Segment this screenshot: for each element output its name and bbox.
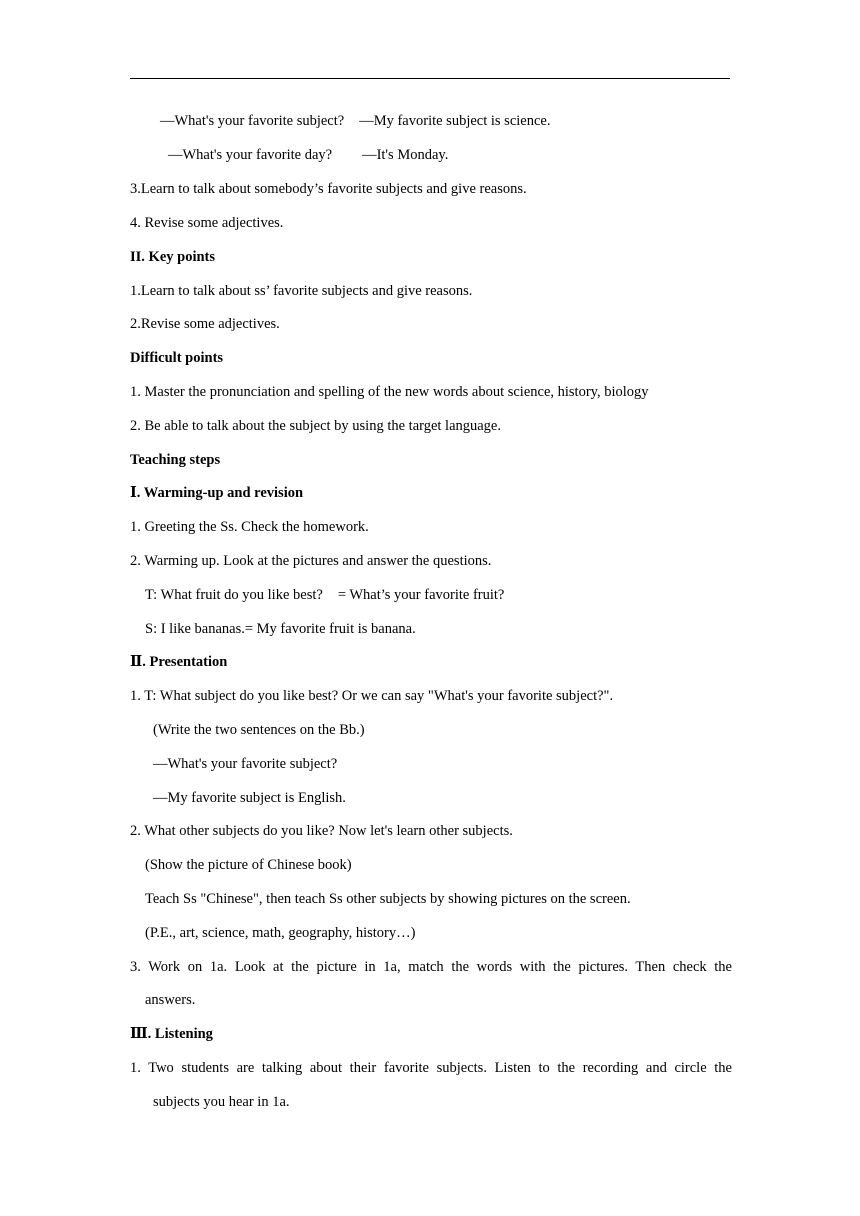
listening-1-continued: subjects you hear in 1a. <box>153 1094 290 1110</box>
dialog-answer: —It's Monday. <box>362 147 449 163</box>
step-heading-presentation: Ⅱ. Presentation <box>130 654 228 670</box>
step-heading-listening: Ⅲ. Listening <box>130 1026 213 1042</box>
section-heading-key-points: II. Key points <box>130 249 216 265</box>
board-sentence-answer: —My favorite subject is English. <box>153 790 346 806</box>
dialog-question: —What's your favorite day? <box>168 147 333 163</box>
teacher-line: T: What fruit do you like best? <box>145 587 323 603</box>
presentation-note: (Write the two sentences on the Bb.) <box>153 722 365 738</box>
board-sentence-question: —What's your favorite subject? <box>153 756 338 772</box>
presentation-teach-subjects: Teach Ss "Chinese", then teach Ss other subjects by showing pictures on the screen. <box>145 891 631 907</box>
key-point-1: 1.Learn to talk about ss’ favorite subjects and give reasons. <box>130 283 473 299</box>
section-heading-teaching-steps: Teaching steps <box>130 452 221 468</box>
step-2-warming-up: 2. Warming up. Look at the pictures and answer the questions. <box>130 553 492 569</box>
presentation-note-picture: (Show the picture of Chinese book) <box>145 857 352 873</box>
teacher-line-alt: = What’s your favorite fruit? <box>337 587 505 603</box>
presentation-2: 2. What other subjects do you like? Now let's learn other subjects. <box>130 823 513 839</box>
step-1-greeting: 1. Greeting the Ss. Check the homework. <box>130 519 369 535</box>
dialog-line-subject <box>160 112 550 130</box>
dialog-line-fruit <box>145 586 504 604</box>
presentation-3-continued: answers. <box>145 992 196 1008</box>
difficult-point-2: 2. Be able to talk about the subject by using the target language. <box>130 418 501 434</box>
presentation-subject-list: (P.E., art, science, math, geography, history…) <box>145 925 416 941</box>
presentation-3: 3. Work on 1a. Look at the picture in 1a, match the words with the pictures. Then check the <box>130 959 732 975</box>
dialog-answer: —My favorite subject is science. <box>359 113 551 129</box>
dialog-question: —What's your favorite subject? <box>160 113 345 129</box>
header-rule <box>130 78 730 79</box>
listening-1: 1. Two students are talking about their favorite subjects. Listen to the recording and circle the <box>130 1060 732 1076</box>
difficult-point-1: 1. Master the pronunciation and spelling of the new words about science, history, biology <box>130 384 649 400</box>
dialog-line-day <box>168 146 448 164</box>
student-line: S: I like bananas.= My favorite fruit is banana. <box>145 621 416 637</box>
section-heading-difficult-points: Difficult points <box>130 350 224 366</box>
objective-3: 3.Learn to talk about somebody’s favorite subjects and give reasons. <box>130 181 527 197</box>
key-point-2: 2.Revise some adjectives. <box>130 316 280 332</box>
presentation-1: 1. T: What subject do you like best? Or we can say "What's your favorite subject?". <box>130 688 614 704</box>
step-heading-warming-up: Ⅰ. Warming-up and revision <box>130 485 304 501</box>
objective-4: 4. Revise some adjectives. <box>130 215 284 231</box>
